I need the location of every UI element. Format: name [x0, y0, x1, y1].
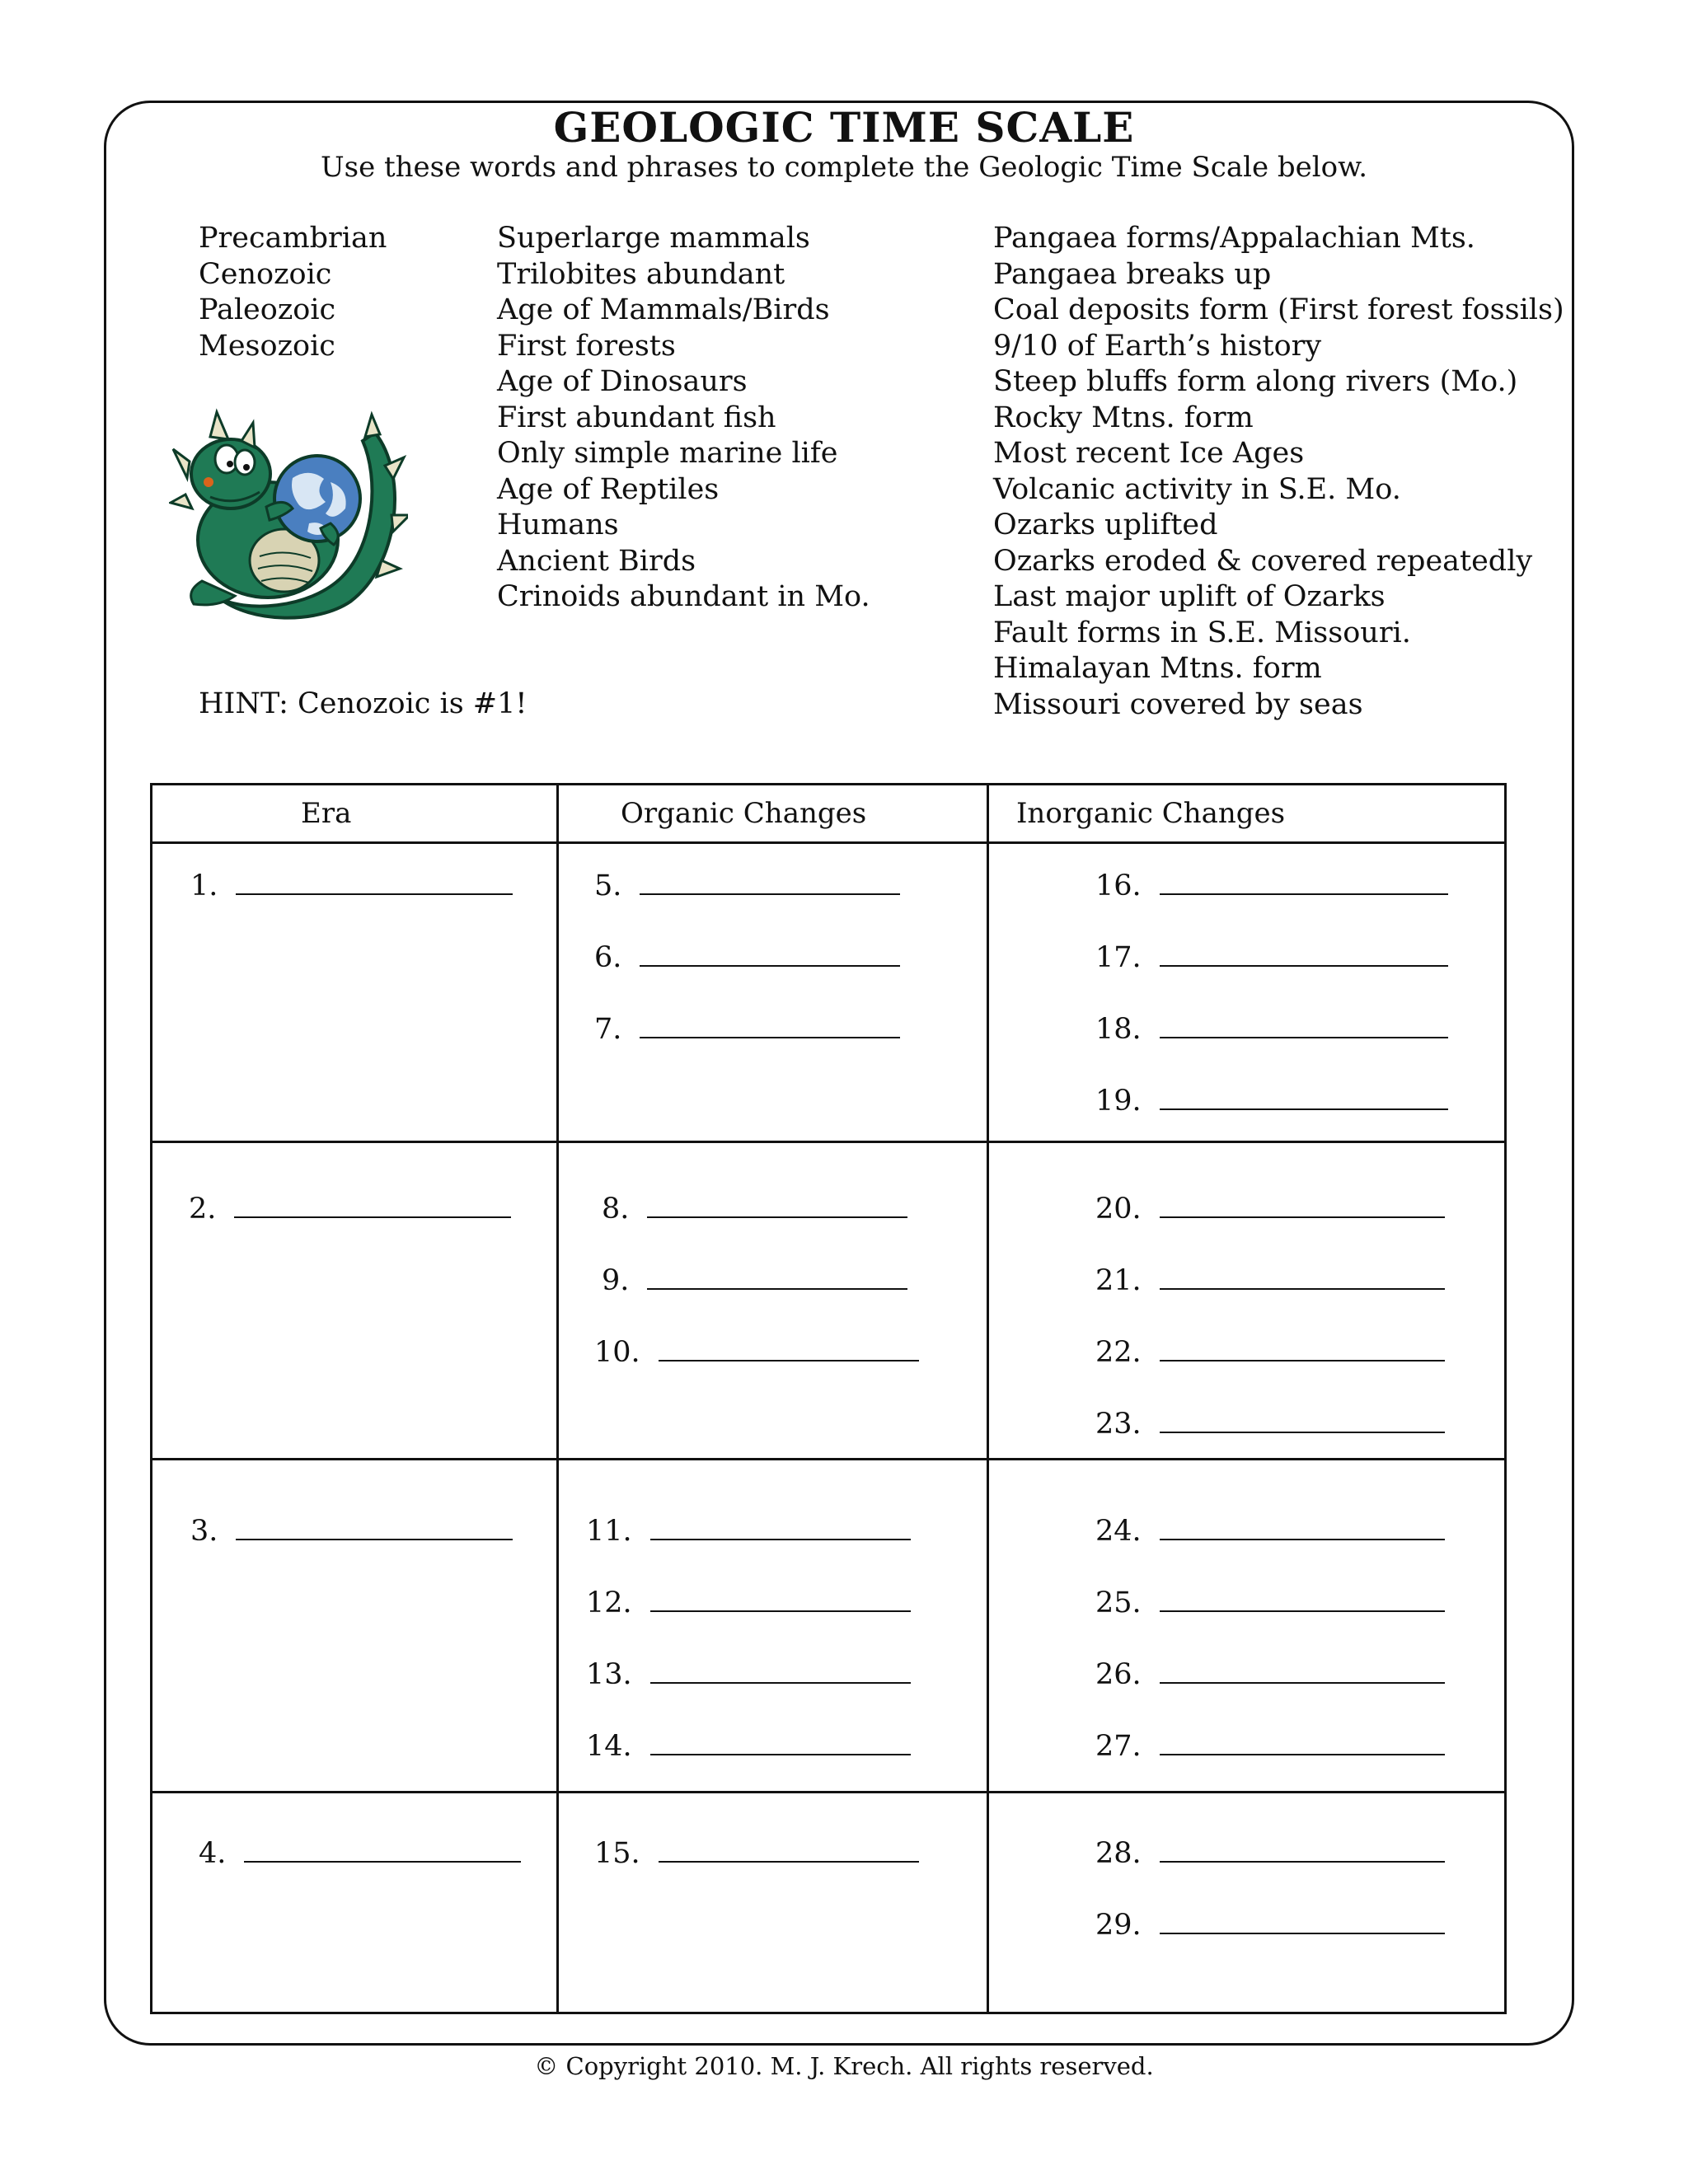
answer-line[interactable]: [1160, 1731, 1445, 1755]
answer-line[interactable]: [1160, 1587, 1445, 1612]
answer-line[interactable]: [1160, 1337, 1445, 1361]
answer-blank[interactable]: [1095, 1658, 1445, 1691]
row-divider: [152, 1791, 1504, 1793]
answer-blank[interactable]: [1095, 1013, 1448, 1046]
answer-blank[interactable]: [1095, 1336, 1445, 1369]
word-bank-item: Rocky Mtns. form: [993, 401, 1254, 434]
answer-blank[interactable]: [586, 1515, 911, 1548]
hint-text: HINT: Cenozoic is #1!: [199, 687, 528, 720]
dinosaur-globe-illustration: [169, 400, 408, 630]
column-header-era: Era: [301, 797, 352, 830]
answer-blank[interactable]: [1095, 1193, 1445, 1226]
blank-number: 18.: [1095, 1013, 1142, 1046]
answer-line[interactable]: [659, 1337, 919, 1361]
answer-line[interactable]: [236, 1516, 513, 1540]
time-scale-table: [150, 783, 1507, 2014]
word-bank-item: Age of Dinosaurs: [497, 365, 748, 398]
answer-line[interactable]: [1160, 1838, 1445, 1863]
blank-number: 23.: [1095, 1408, 1142, 1441]
blank-number: 8.: [602, 1193, 630, 1226]
blank-number: 21.: [1095, 1264, 1142, 1297]
answer-blank[interactable]: [1095, 1264, 1445, 1297]
answer-line[interactable]: [640, 870, 900, 895]
word-bank-inorganic: [993, 221, 1564, 723]
answer-blank[interactable]: [586, 1658, 911, 1691]
word-bank-item: Ozarks eroded & covered repeatedly: [993, 544, 1533, 578]
answer-line[interactable]: [647, 1265, 907, 1290]
answer-blank[interactable]: [1095, 941, 1448, 974]
blank-number: 22.: [1095, 1336, 1142, 1369]
answer-line[interactable]: [659, 1838, 919, 1863]
word-bank-item: Ozarks uplifted: [993, 509, 1218, 541]
answer-blank[interactable]: [1095, 1586, 1445, 1619]
answer-line[interactable]: [234, 1193, 511, 1218]
blank-number: 11.: [586, 1515, 632, 1548]
word-bank-item: Ancient Birds: [497, 544, 696, 578]
answer-line[interactable]: [1160, 1265, 1445, 1290]
row-divider: [152, 1141, 1504, 1143]
word-bank-item: First abundant fish: [497, 401, 776, 434]
word-bank-item: Pangaea forms/Appalachian Mts.: [993, 222, 1475, 255]
blank-number: 24.: [1095, 1515, 1142, 1548]
blank-number: 27.: [1095, 1730, 1142, 1763]
answer-line[interactable]: [236, 870, 513, 895]
answer-blank[interactable]: [594, 869, 900, 902]
word-bank-item: Paleozoic: [199, 293, 336, 326]
answer-line[interactable]: [647, 1193, 907, 1218]
word-bank-organic: [497, 221, 870, 616]
blank-number: 26.: [1095, 1658, 1142, 1691]
blank-number: 25.: [1095, 1586, 1142, 1619]
answer-blank[interactable]: [1095, 1909, 1445, 1942]
answer-line[interactable]: [244, 1838, 521, 1863]
blank-number: 28.: [1095, 1837, 1142, 1870]
answer-line[interactable]: [650, 1587, 911, 1612]
word-bank-item: Missouri covered by seas: [993, 687, 1363, 721]
answer-blank[interactable]: [594, 941, 900, 974]
word-bank-item: Precambrian: [199, 222, 387, 255]
blank-number: 7.: [594, 1013, 622, 1046]
column-header-inorganic: Inorganic Changes: [1016, 797, 1286, 830]
blank-number: 20.: [1095, 1193, 1142, 1226]
page-title: GEOLOGIC TIME SCALE: [553, 103, 1135, 152]
answer-line[interactable]: [1160, 1659, 1445, 1684]
word-bank-item: Mesozoic: [199, 329, 335, 363]
blank-number: 14.: [586, 1730, 632, 1763]
word-bank-eras: [199, 221, 387, 364]
blank-number: 4.: [199, 1837, 227, 1870]
answer-line[interactable]: [1160, 1516, 1445, 1540]
answer-blank[interactable]: [586, 1586, 911, 1619]
answer-line[interactable]: [640, 1014, 900, 1038]
copyright-footer: © Copyright 2010. M. J. Krech. All rights reserved.: [534, 2052, 1154, 2080]
word-bank-item: Pangaea breaks up: [993, 257, 1272, 291]
blank-number: 6.: [594, 941, 622, 974]
row-divider: [152, 1458, 1504, 1460]
word-bank-item: Age of Mammals/Birds: [497, 293, 830, 326]
blank-number: 17.: [1095, 941, 1142, 974]
word-bank-item: Only simple marine life: [497, 437, 838, 470]
word-bank-item: Humans: [497, 509, 619, 541]
blank-number: 9.: [602, 1264, 630, 1297]
blank-number: 1.: [190, 869, 218, 902]
word-bank-item: Trilobites abundant: [497, 257, 785, 291]
answer-line[interactable]: [650, 1516, 911, 1540]
answer-line[interactable]: [1160, 870, 1448, 895]
answer-line[interactable]: [1160, 1910, 1445, 1934]
answer-blank[interactable]: [1095, 1730, 1445, 1763]
answer-blank[interactable]: [1095, 869, 1448, 902]
answer-line[interactable]: [1160, 1014, 1448, 1038]
answer-blank[interactable]: [189, 1193, 511, 1226]
header-divider: [152, 841, 1504, 844]
answer-blank[interactable]: [594, 1336, 919, 1369]
word-bank-item: Himalayan Mtns. form: [993, 652, 1322, 685]
word-bank-item: Fault forms in S.E. Missouri.: [993, 616, 1411, 649]
word-bank-item: 9/10 of Earth’s history: [993, 329, 1322, 363]
answer-line[interactable]: [1160, 942, 1448, 967]
word-bank-item: Volcanic activity in S.E. Mo.: [993, 472, 1401, 506]
answer-blank[interactable]: [1095, 1408, 1445, 1441]
answer-blank[interactable]: [594, 1013, 900, 1046]
answer-blank[interactable]: [190, 1515, 513, 1548]
answer-blank[interactable]: [1095, 1085, 1448, 1118]
column-divider: [556, 785, 559, 2012]
blank-number: 12.: [586, 1586, 632, 1619]
answer-blank[interactable]: [1095, 1515, 1445, 1548]
blank-number: 16.: [1095, 869, 1142, 902]
answer-line[interactable]: [650, 1731, 911, 1755]
answer-line[interactable]: [650, 1659, 911, 1684]
answer-blank[interactable]: [594, 1837, 919, 1870]
answer-blank[interactable]: [1095, 1837, 1445, 1870]
word-bank-item: First forests: [497, 329, 676, 363]
answer-blank[interactable]: [602, 1264, 907, 1297]
blank-number: 5.: [594, 869, 622, 902]
word-bank-item: Coal deposits form (First forest fossils): [993, 293, 1564, 326]
blank-number: 15.: [594, 1837, 640, 1870]
blank-number: 2.: [189, 1193, 217, 1226]
blank-number: 29.: [1095, 1909, 1142, 1942]
answer-blank[interactable]: [602, 1193, 907, 1226]
column-divider: [987, 785, 989, 2012]
word-bank-item: Crinoids abundant in Mo.: [497, 580, 870, 613]
blank-number: 19.: [1095, 1085, 1142, 1118]
answer-line[interactable]: [1160, 1408, 1445, 1433]
answer-blank[interactable]: [199, 1837, 521, 1870]
word-bank-item: Last major uplift of Ozarks: [993, 580, 1386, 613]
word-bank-item: Most recent Ice Ages: [993, 437, 1305, 470]
word-bank-item: Steep bluffs form along rivers (Mo.): [993, 365, 1518, 398]
column-header-organic: Organic Changes: [621, 797, 867, 830]
blank-number: 3.: [190, 1515, 218, 1548]
answer-line[interactable]: [1160, 1193, 1445, 1218]
answer-blank[interactable]: [586, 1730, 911, 1763]
answer-line[interactable]: [1160, 1085, 1448, 1110]
word-bank-item: Age of Reptiles: [497, 472, 720, 506]
answer-blank[interactable]: [190, 869, 513, 902]
instructions: Use these words and phrases to complete the Geologic Time Scale below.: [320, 151, 1368, 184]
blank-number: 13.: [586, 1658, 632, 1691]
blank-number: 10.: [594, 1336, 640, 1369]
word-bank-item: Cenozoic: [199, 257, 332, 291]
word-bank-item: Superlarge mammals: [497, 222, 810, 255]
answer-line[interactable]: [640, 942, 900, 967]
